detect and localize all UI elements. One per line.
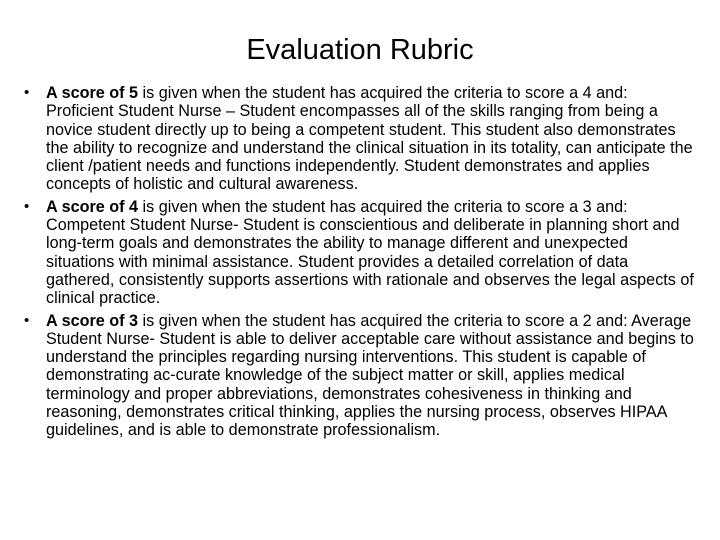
rubric-item-lead: A score of 4 <box>46 197 139 216</box>
rubric-item-score-4 <box>24 198 696 308</box>
rubric-item-lead: A score of 3 <box>46 311 139 330</box>
bullet-icon: • <box>24 311 30 329</box>
rubric-item-text: is given when the student has acquired the criteria to score a 3 and: Competent Student Nurse- Student is conscientious and deliberate in planning short and long-term goals and demonstrates the ability to manage different and unexpected situations with minimal assistance. Student provides a detailed correlation of data gathered, consistently supports assertions with rationale and observes the legal aspects of clinical practice. <box>46 197 694 308</box>
rubric-item-text: is given when the student has acquired the criteria to score a 4 and: Proficient Student Nurse – Student encompasses all of the skills ranging from being a novice student directly up to being a competent student. This student also demonstrates the ability to recognize and understand the clinical situation in its totality, can anticipate the client /patient needs and functions independently. Student demonstrates and applies concepts of holistic and cultural awareness. <box>46 84 693 194</box>
bullet-icon: • <box>24 84 30 101</box>
rubric-item-text: is given when the student has acquired the criteria to score a 2 and: Average Student Nurse- Student is able to deliver acceptable care without assistance and begins to understand the principles regarding nursing interventions. This student is capable of demonstrating ac-curate knowledge of the subject matter or skill, applies medical terminology and proper abbreviations, demonstrates cohesiveness in thinking and reasoning, demonstrates critical thinking, applies the nursing process, observes HIPAA guidelines, and is able to demonstrate professionalism. <box>46 311 694 440</box>
bullet-icon: • <box>24 197 30 215</box>
rubric-item-score-3 <box>24 312 696 440</box>
rubric-item-score-5 <box>24 84 696 194</box>
slide-title: Evaluation Rubric <box>246 34 474 66</box>
rubric-item-lead: A score of 5 <box>46 84 139 102</box>
rubric-list <box>24 84 696 444</box>
